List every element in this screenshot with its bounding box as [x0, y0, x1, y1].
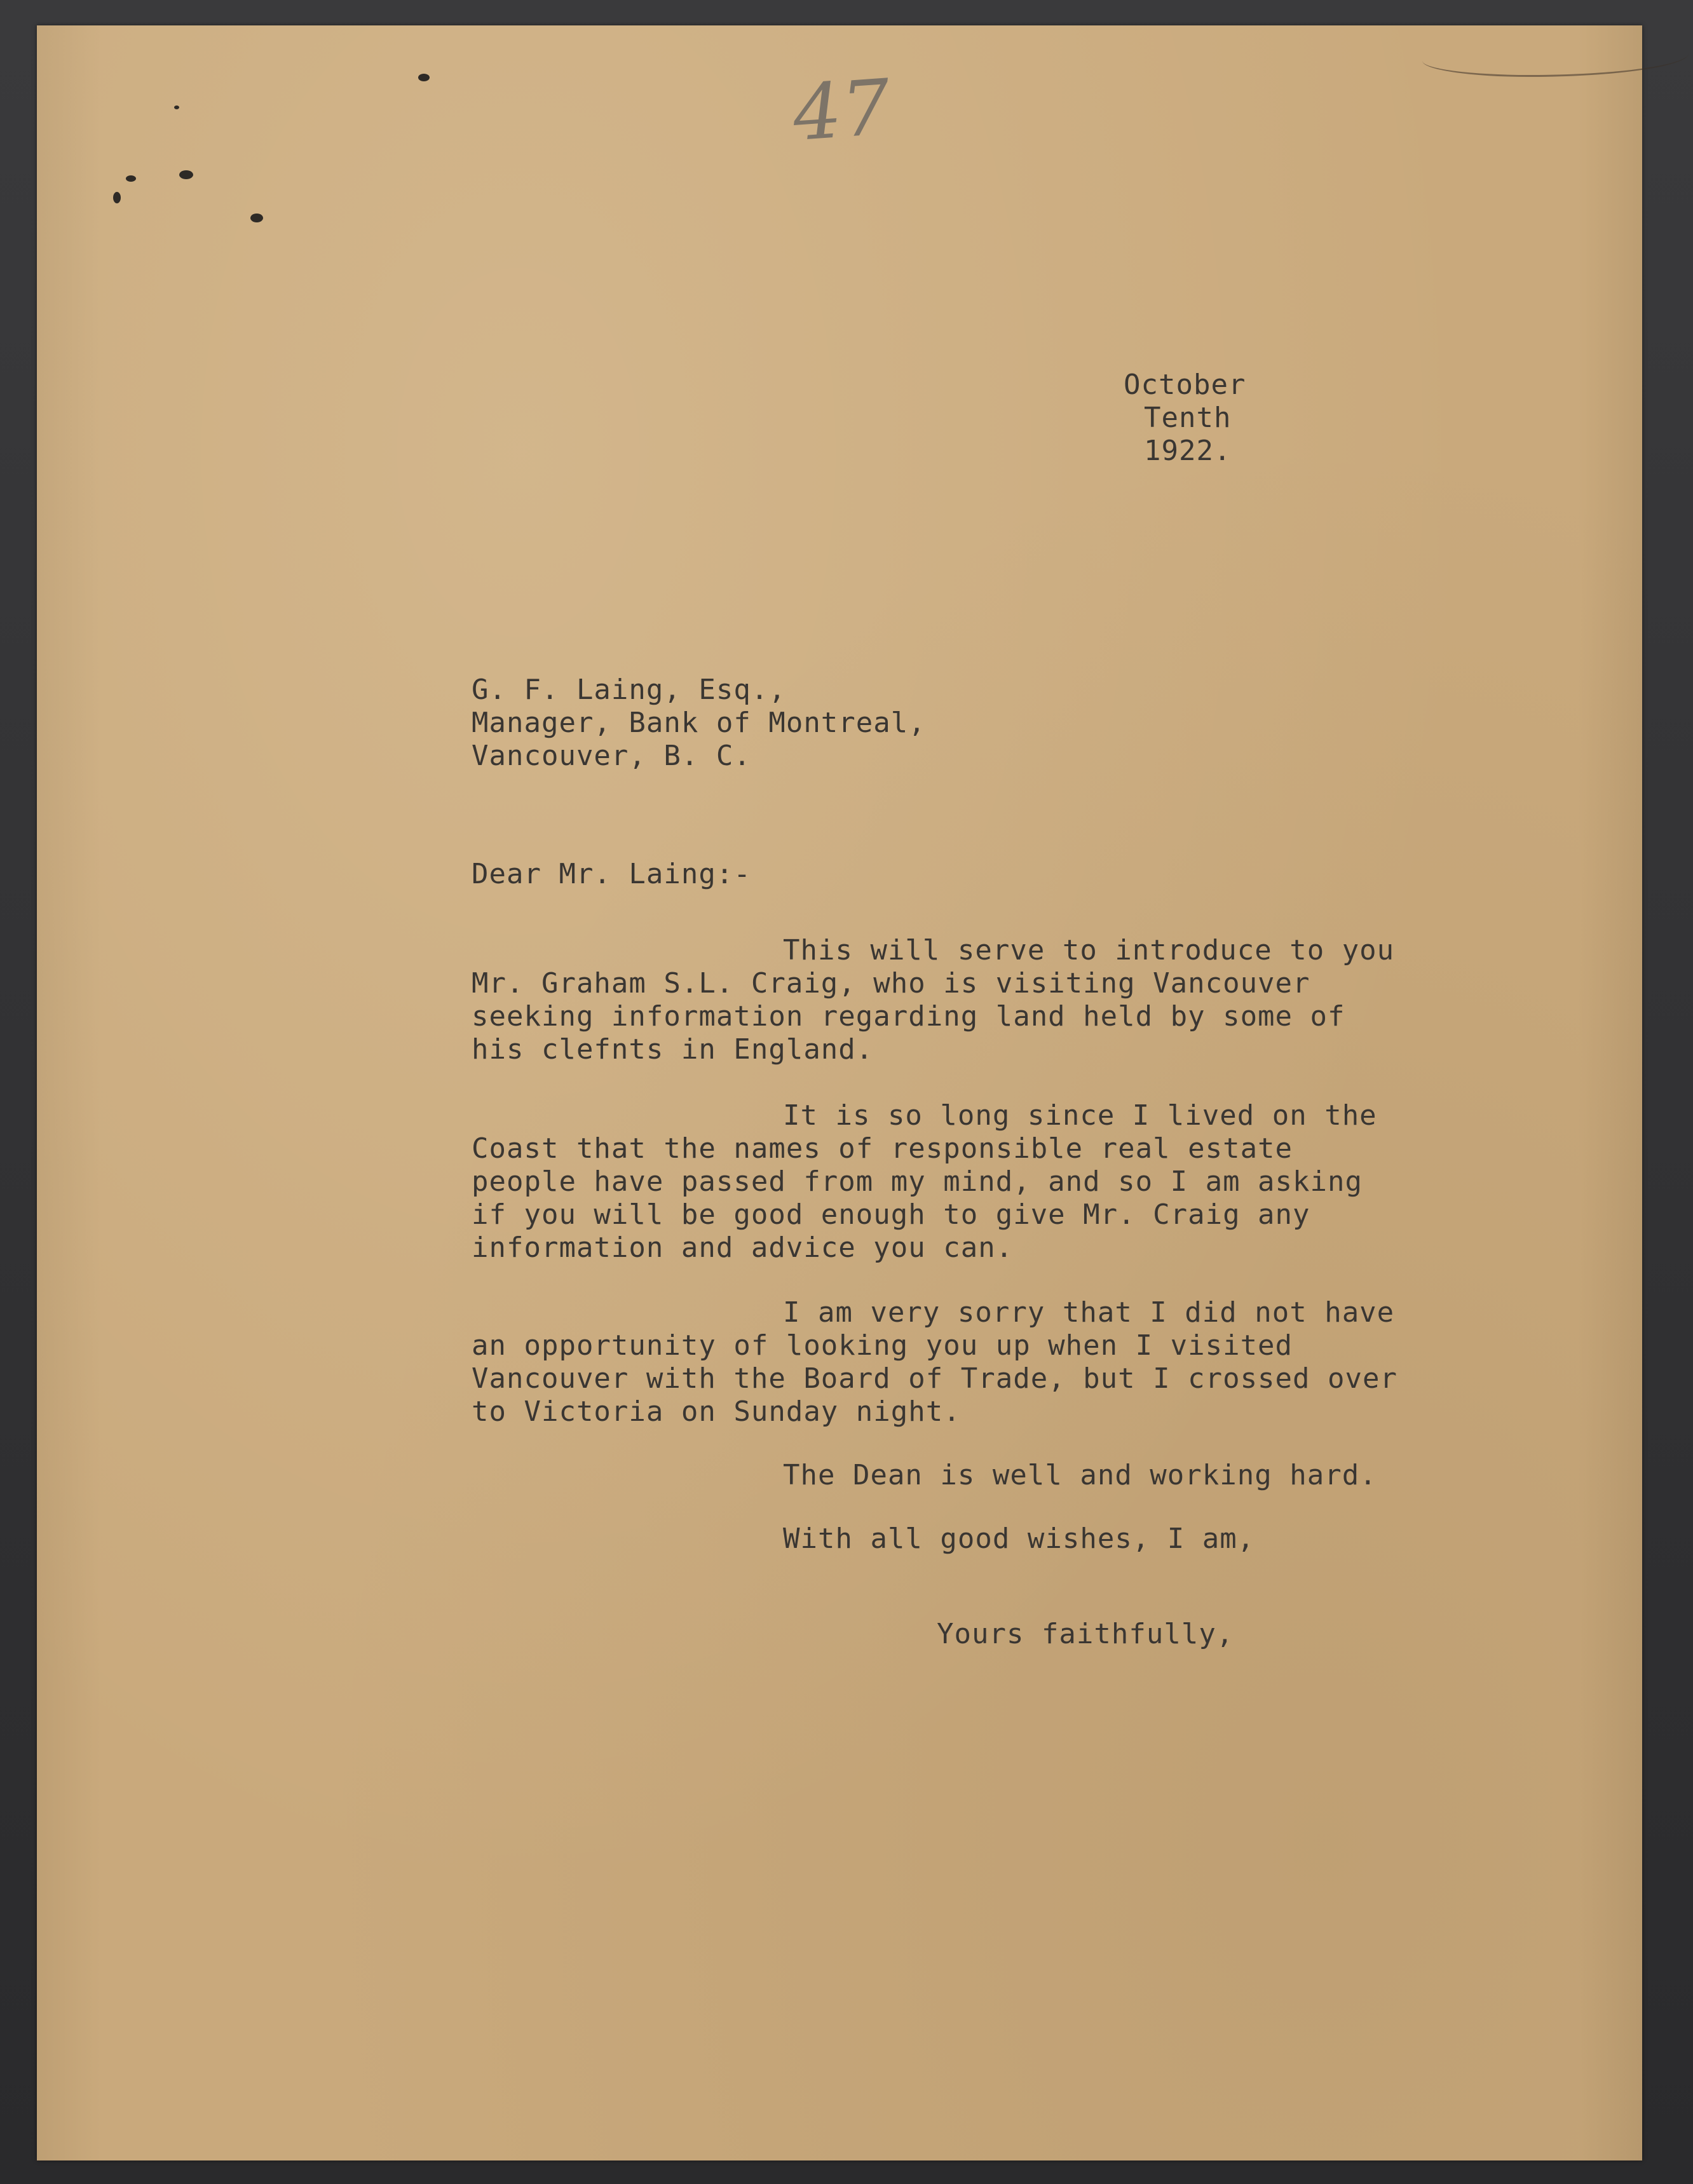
salutation: Dear Mr. Laing:- — [472, 858, 751, 890]
paragraph-line: people have passed from my mind, and so I am asking — [472, 1165, 1363, 1198]
paragraph-line: if you will be good enough to give Mr. Craig any — [472, 1198, 1310, 1231]
ink-speck — [174, 105, 179, 109]
paragraph-line: an opportunity of looking you up when I visited — [472, 1329, 1293, 1362]
paragraph-line: Coast that the names of responsible real estate — [472, 1132, 1293, 1165]
paragraph-line: With all good wishes, I am, — [783, 1523, 1255, 1555]
date-day: Tenth — [1144, 402, 1232, 434]
recipient-title: Manager, Bank of Montreal, — [472, 707, 926, 739]
closing: Yours faithfully, — [937, 1618, 1234, 1650]
recipient-name: G. F. Laing, Esq., — [472, 674, 786, 706]
paragraph-line: It is so long since I lived on the — [783, 1099, 1377, 1132]
date-year: 1922. — [1144, 435, 1232, 467]
letter-sheet — [37, 25, 1642, 2160]
paragraph-line: information and advice you can. — [472, 1231, 1014, 1264]
paragraph-line: This will serve to introduce to you — [783, 934, 1395, 967]
paragraph-line: seeking information regarding land held by some of — [472, 1000, 1345, 1033]
paragraph-line: to Victoria on Sunday night. — [472, 1395, 961, 1428]
recipient-location: Vancouver, B. C. — [472, 740, 751, 772]
date-month: October — [1124, 369, 1246, 401]
paragraph-line: The Dean is well and working hard. — [783, 1459, 1377, 1491]
paragraph-line: I am very sorry that I did not have — [783, 1296, 1395, 1329]
ink-speck — [250, 214, 263, 222]
ink-speck — [126, 175, 136, 182]
paragraph-line: his clefnts in England. — [472, 1033, 874, 1066]
ink-speck — [179, 170, 193, 179]
ink-speck — [418, 74, 430, 81]
page-number: 47 — [790, 63, 894, 159]
paragraph-line: Vancouver with the Board of Trade, but I crossed over — [472, 1362, 1397, 1395]
paper-tear-mark — [1422, 37, 1689, 77]
paragraph-line: Mr. Graham S.L. Craig, who is visiting Vancouver — [472, 967, 1310, 1000]
ink-speck — [113, 192, 121, 203]
